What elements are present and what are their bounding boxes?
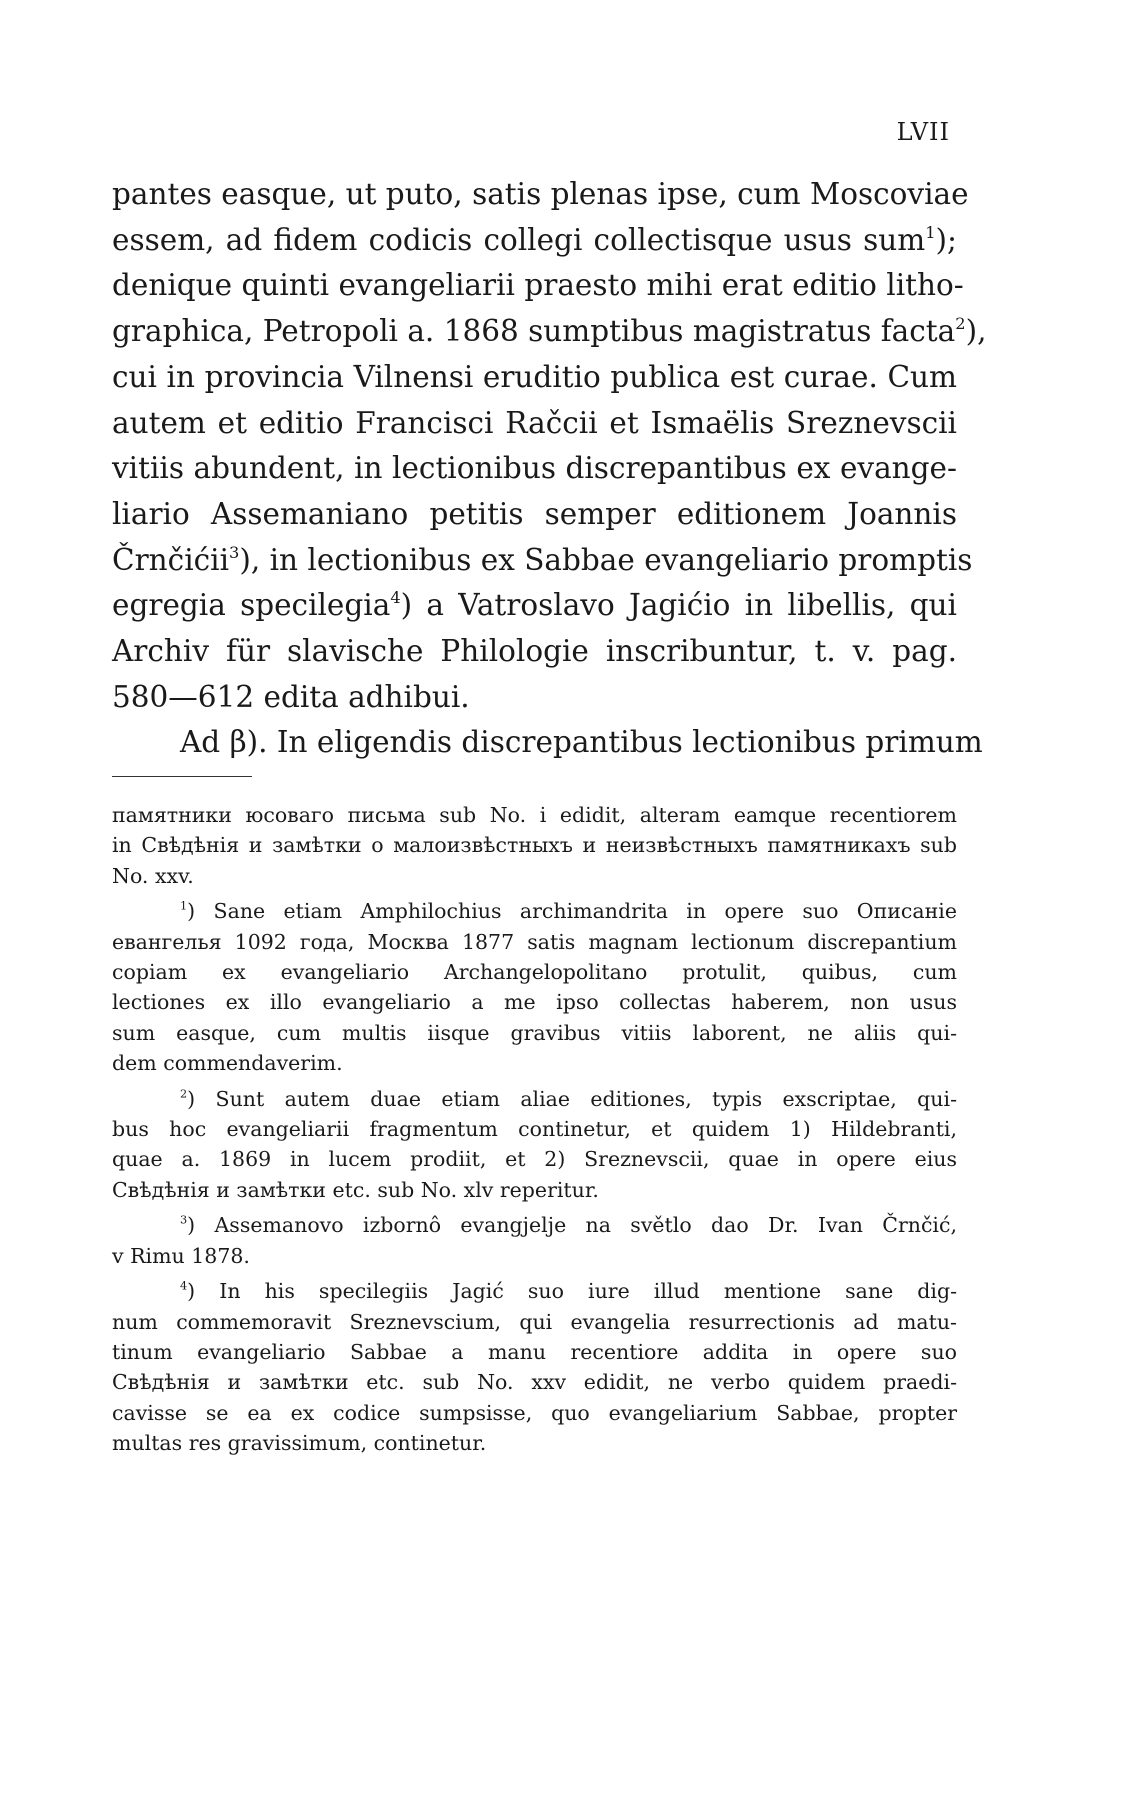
footnote-marker: 2	[180, 1087, 188, 1101]
footnote-2	[112, 1084, 957, 1206]
footnote-line: памятники юсоваго письма sub No. i edidit, alteram eamque recentiorem	[112, 803, 957, 827]
footnote-continuation	[112, 800, 957, 891]
footnote-line: $^4$) In his specilegiis Jagić suo iure illud mentione sane dig-	[180, 1279, 957, 1304]
text-line: liario Assemaniano petitis semper editionem Joannis	[112, 496, 957, 531]
footnote-line: tinum evangeliario Sabbae a manu recentiore addita in opere suo	[112, 1339, 957, 1364]
text-line: essem, ad fidem codicis collegi collectisque usus sum$^1$);	[112, 222, 957, 257]
footnote-line: lectiones ex illo evangeliario a me ipso collectas haberem, non usus	[112, 990, 957, 1015]
footnote-line: Свѣдѣнія и замѣтки etc. sub No. xxv edidit, ne verbo quidem praedi-	[112, 1370, 957, 1395]
footnote-divider	[112, 776, 252, 777]
footnote-line: cavisse se ea ex codice sumpsisse, quo evangeliarium Sabbae, propter	[112, 1400, 957, 1425]
footnote-line: $^3$) Assemanovo izbornô evangjelje na světlo dao Dr. Ivan Črnčić,	[180, 1213, 957, 1238]
text-line: autem et editio Francisci Račcii et Ismaëlis Sreznevscii	[112, 405, 957, 440]
footnote-line: dem commendaverim.	[112, 1051, 343, 1076]
footnote-line: sum easque, cum multis iisque gravibus vitiis laborent, ne aliis qui-	[112, 1020, 957, 1045]
footnote-4	[112, 1276, 957, 1458]
text-line: egregia specilegia$^4$) a Vatroslavo Jagićio in libellis, qui	[112, 588, 957, 623]
text-line: graphica, Petropoli a. 1868 sumptibus magistratus facta$^2$),	[112, 313, 987, 349]
text-line: cui in provincia Vilnensi eruditio publica est curae. Cum	[112, 359, 957, 394]
footnote-marker: 1	[180, 899, 188, 913]
footnote-line: No. xxv.	[112, 863, 194, 888]
footnote-ref[interactable]: 4	[390, 588, 401, 608]
footnote-line: $^1$) Sane etiam Amphilochius archimandrita in opere suo Описаніе	[180, 899, 957, 924]
footnote-ref[interactable]: 2	[955, 313, 966, 333]
footnote-line: Свѣдѣнія и замѣтки etc. sub No. xlv reperitur.	[112, 1177, 599, 1202]
footnote-line: in Свѣдѣнія и замѣтки о малоизвѣстныхъ и неизвѣстныхъ памятникахъ sub	[112, 833, 957, 858]
footnotes	[112, 800, 957, 1459]
footnote-line: quae a. 1869 in lucem prodiit, et 2) Sreznevscii, quae in opere eius	[112, 1147, 957, 1172]
text-line: denique quinti evangeliarii praesto mihi erat editio litho-	[112, 268, 964, 303]
footnote-line: copiam ex evangeliario Archangelopolitano protulit, quibus, cum	[112, 960, 957, 985]
footnote-line: $^2$) Sunt autem duae etiam aliae editiones, typis exscriptae, qui-	[180, 1086, 957, 1111]
footnote-3	[112, 1210, 957, 1271]
text-line: pantes easque, ut puto, satis plenas ipse, cum Moscoviae	[112, 177, 969, 211]
footnote-line: multas res gravissimum, continetur.	[112, 1431, 487, 1456]
text-line: Črnčićii$^3$), in lectionibus ex Sabbae evangeliario promptis	[112, 542, 973, 577]
page-number: LVII	[896, 118, 950, 146]
footnote-line: bus hoc evangeliarii fragmentum continetur, et quidem 1) Hildebranti,	[112, 1117, 957, 1142]
text-line: Archiv für slavische Philologie inscribuntur, t. v. pag.	[112, 634, 957, 669]
footnote-ref[interactable]: 3	[229, 542, 240, 562]
footnote-line: евангелья 1092 года, Москва 1877 satis magnam lectionum discrepantium	[112, 929, 957, 954]
text-line: 580—612 edita adhibui.	[112, 679, 470, 714]
footnote-ref[interactable]: 1	[925, 222, 936, 242]
footnote-line: num commemoravit Sreznevscium, qui evangelia resurrectionis ad matu-	[112, 1309, 957, 1334]
footnote-line: v Rimu 1878.	[112, 1243, 250, 1268]
text-line: Ad β). In eligendis discrepantibus lectionibus primum	[180, 725, 983, 760]
footnote-marker: 4	[180, 1279, 188, 1293]
footnote-marker: 3	[180, 1213, 188, 1227]
footnote-1	[112, 896, 957, 1078]
main-text	[112, 172, 987, 766]
text-line: vitiis abundent, in lectionibus discrepantibus ex evange-	[112, 451, 957, 486]
